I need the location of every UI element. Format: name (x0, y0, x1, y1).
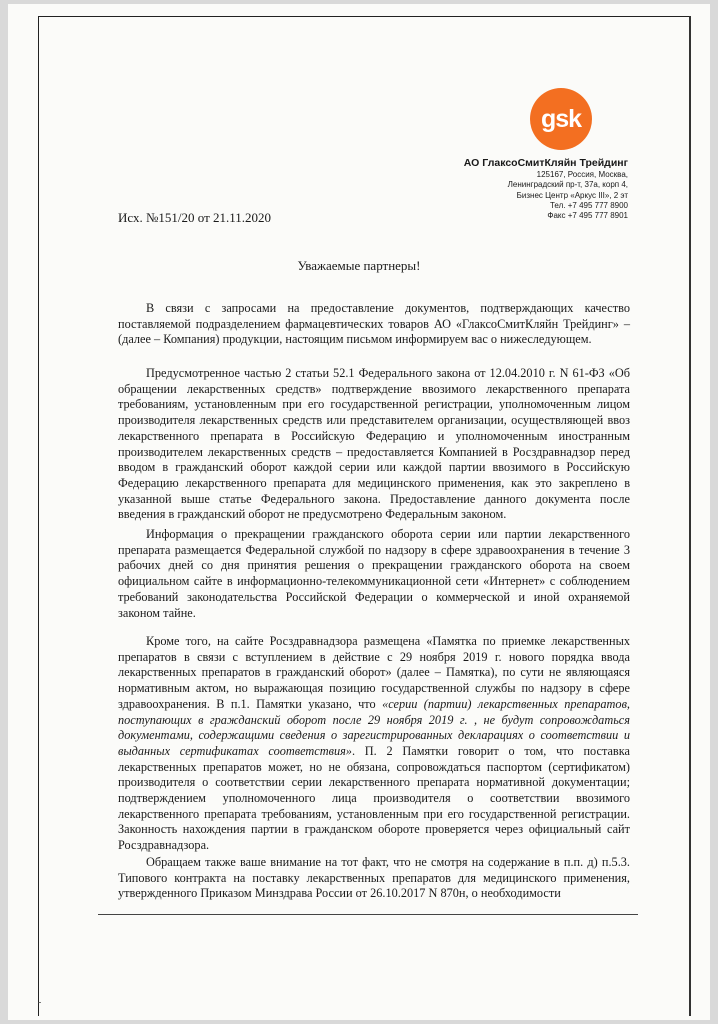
footer-divider (98, 914, 638, 915)
paragraph-3: Информация о прекращении гражданского оборота серии или партии лекарственного препарата размещается Федеральной службой по надзору в сфере здравоохранения в течение 3 рабочих дней со дня принятия решения о прекращении гражданского оборота на своем официальном сайте в информационно-телекоммуникационной сети «Интернет» с соблюдением требований законодательства Российской Федерации о коммерческой и иной охраняемой законом тайне. (118, 527, 630, 620)
address-line: Бизнес Центр «Аркус III», 2 эт (516, 190, 628, 200)
company-address-block (464, 157, 628, 221)
greeting: Уважаемые партнеры! (297, 258, 421, 273)
margin-mark: - (38, 997, 42, 1008)
frame-left-line (38, 16, 42, 1016)
paragraph-5: Обращаем также ваше внимание на тот факт, что не смотря на содержание в п.п. д) п.5.3. Типового контракта на поставку лекарственных препаратов для медицинского применения, утвержденного Приказом Минздрава России от 26.10.2017 N 870н, о необходимости (118, 855, 630, 901)
paragraph-4 (118, 634, 630, 854)
frame-top-line (38, 16, 690, 17)
paragraph-2: Предусмотренное частью 2 статьи 52.1 Федерального закона от 12.04.2010 г. N 61-ФЗ «Об обращении лекарственных средств» подтверждение ввозимого лекарственного препарата требованиям, установленным при его государственной регистрации, уполномоченным лицом производителя лекарственных средств или представителем организации, осуществляющей ввоз лекарственного препарата в Российскую Федерацию и уполномоченным иностранным производителем лекарственных средств – предоставляется Компанией в Росздравнадзор перед вводом в гражданский оборот каждой серии или каждой партии ввозимого в Российскую Федерацию лекарственного препарата для медицинского применения, как это закреплено в указанной выше статье Федерального закона. Предоставление данного документа после введения в гражданский оборот не предусмотрено Федеральным законом. (118, 366, 630, 522)
gsk-logo: gsk (530, 88, 592, 150)
paragraph-4-quote: «серии (партии) лекарственных препаратов, поступающих в гражданский оборот после 29 ноября 2019 г. , не будут сопровождаться документами, содержащими сведения о зарегистрированных декларациях о соответствии и выданных сертификатах соответствия» (118, 696, 630, 758)
company-name: АО ГлаксоСмитКляйн Трейдинг (463, 157, 628, 169)
address-line: 125167, Россия, Москва, (536, 170, 628, 179)
paragraph-4-start: Кроме того, на сайте Росздравнадзора размещена «Памятка по приемке лекарственных препаратов в связи с вступлением в действие с 29 ноября 2019 г. нового порядка ввода лекарственных препаратов в гражданский оборот» (далее – Памятка), по сути не являющаяся нормативным актом, но выражающая позицию государственной службы по надзору в сфере здравоохранения. В п.1. Памятки указано, что (118, 634, 630, 711)
paragraph-1: В связи с запросами на предоставление документов, подтверждающих качество поставляемой подразделением фармацевтических товаров АО «ГлаксоСмитКляйн Трейдинг» – (далее – Компания) продукции, настоящим письмом информируем вас о нижеследующем. (118, 301, 630, 347)
address-line: Ленинградский пр-т, 37а, корп 4, (507, 180, 628, 190)
outgoing-reference: Исх. №151/20 от 21.11.2020 (118, 210, 272, 225)
fax-line: Факс +7 495 777 8901 (547, 211, 628, 221)
frame-right-line (689, 16, 691, 1016)
phone-line: Тел. +7 495 777 8900 (549, 200, 628, 210)
paragraph-4-end: . П. 2 Памятки говорит о том, что поставка лекарственных препаратов может, но не обязана, сопровождаться паспортом (сертификатом) производителя о соответствии серии лекарственного препарата нормативной документации; подтверждением уполномоченного лица производителя о соответствии ввозимого лекарственного препарата требованиям, установленным при его государственной регистрации. Законность нахождения партии в гражданском обороте проверяется через официальный сайт Росздравнадзора. (118, 743, 630, 853)
